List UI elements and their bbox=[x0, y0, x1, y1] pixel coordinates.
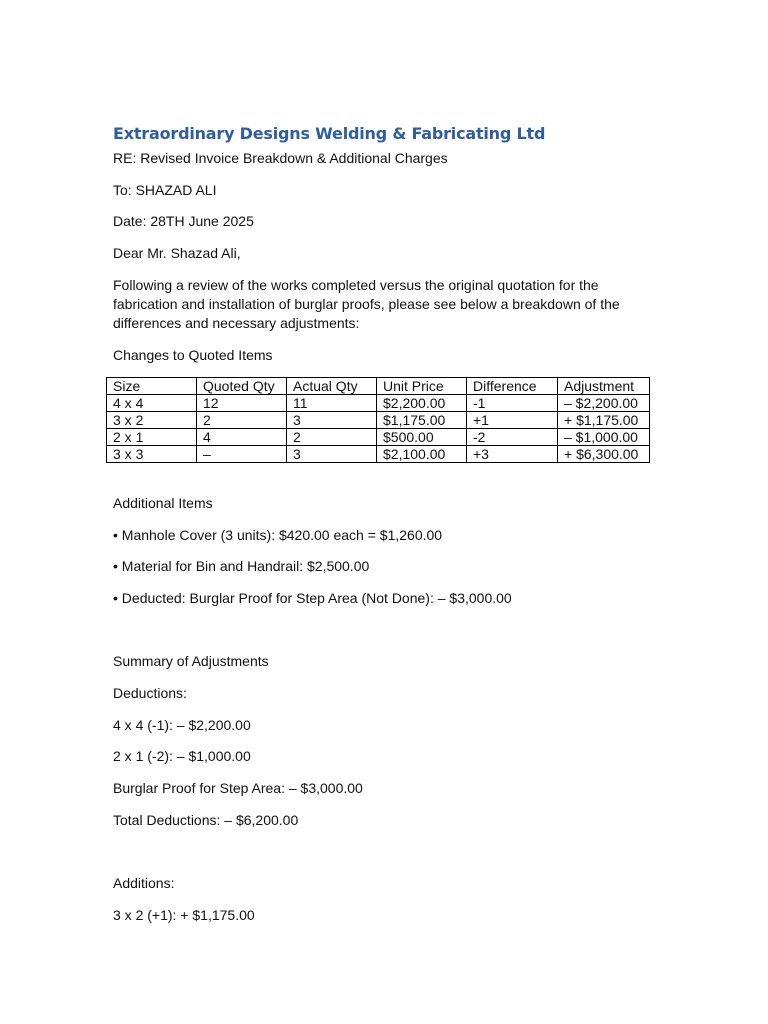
deduction-item: 4 x 4 (-1): – $2,200.00 bbox=[113, 717, 251, 733]
deduction-item: Burglar Proof for Step Area: – $3,000.00 bbox=[113, 780, 363, 796]
column-header: Adjustment bbox=[558, 378, 650, 395]
column-header: Size bbox=[107, 378, 197, 395]
table-cell: $2,100.00 bbox=[377, 446, 467, 463]
column-header: Quoted Qty bbox=[197, 378, 287, 395]
table-cell: – $1,000.00 bbox=[558, 429, 650, 446]
table-cell: 4 bbox=[197, 429, 287, 446]
table-cell: $500.00 bbox=[377, 429, 467, 446]
table-cell: 4 x 4 bbox=[107, 395, 197, 412]
to-line: To: SHAZAD ALI bbox=[113, 182, 217, 198]
table-cell: 3 x 3 bbox=[107, 446, 197, 463]
table-cell: 12 bbox=[197, 395, 287, 412]
table-cell: – bbox=[197, 446, 287, 463]
table-cell: 3 bbox=[287, 412, 377, 429]
table-cell: – $2,200.00 bbox=[558, 395, 650, 412]
intro-paragraph: Following a review of the works completed versus the original quotation for the fabrication and installation of burglar proofs, please see below a breakdown of the differences and necessary adjustments: bbox=[113, 277, 620, 331]
deductions-heading: Deductions: bbox=[113, 685, 187, 701]
column-header: Actual Qty bbox=[287, 378, 377, 395]
table-cell: 2 bbox=[197, 412, 287, 429]
additional-item: • Manhole Cover (3 units): $420.00 each = $1,260.00 bbox=[113, 527, 443, 543]
table-cell: 2 bbox=[287, 429, 377, 446]
summary-heading: Summary of Adjustments bbox=[113, 653, 269, 669]
date-line: Date: 28TH June 2025 bbox=[113, 213, 254, 229]
addition-item: 3 x 2 (+1): + $1,175.00 bbox=[113, 907, 255, 923]
column-header: Unit Price bbox=[377, 378, 467, 395]
table-row bbox=[107, 429, 650, 446]
company-name: Extraordinary Designs Welding & Fabricating Ltd bbox=[113, 124, 546, 143]
table-cell: -2 bbox=[467, 429, 558, 446]
changes-table bbox=[106, 377, 650, 463]
table-cell: $2,200.00 bbox=[377, 395, 467, 412]
deduction-item: 2 x 1 (-2): – $1,000.00 bbox=[113, 748, 251, 764]
additional-item: • Material for Bin and Handrail: $2,500.00 bbox=[113, 558, 370, 574]
changes-heading: Changes to Quoted Items bbox=[113, 347, 273, 363]
table-cell: + $6,300.00 bbox=[558, 446, 650, 463]
table-cell: +1 bbox=[467, 412, 558, 429]
table-cell: 3 x 2 bbox=[107, 412, 197, 429]
re-line: RE: Revised Invoice Breakdown & Additional Charges bbox=[113, 150, 448, 166]
table-cell: -1 bbox=[467, 395, 558, 412]
table-cell: 2 x 1 bbox=[107, 429, 197, 446]
additional-item: • Deducted: Burglar Proof for Step Area (Not Done): – $3,000.00 bbox=[113, 590, 512, 606]
table-cell: +3 bbox=[467, 446, 558, 463]
table-cell: + $1,175.00 bbox=[558, 412, 650, 429]
table-cell: $1,175.00 bbox=[377, 412, 467, 429]
table-row bbox=[107, 446, 650, 463]
salutation: Dear Mr. Shazad Ali, bbox=[113, 245, 241, 261]
table-header-row bbox=[107, 378, 650, 395]
total-deductions: Total Deductions: – $6,200.00 bbox=[113, 812, 299, 828]
additions-heading: Additions: bbox=[113, 875, 175, 891]
table-cell: 3 bbox=[287, 446, 377, 463]
additional-items-heading: Additional Items bbox=[113, 495, 213, 511]
table-row bbox=[107, 395, 650, 412]
column-header: Difference bbox=[467, 378, 558, 395]
table-cell: 11 bbox=[287, 395, 377, 412]
table-row bbox=[107, 412, 650, 429]
